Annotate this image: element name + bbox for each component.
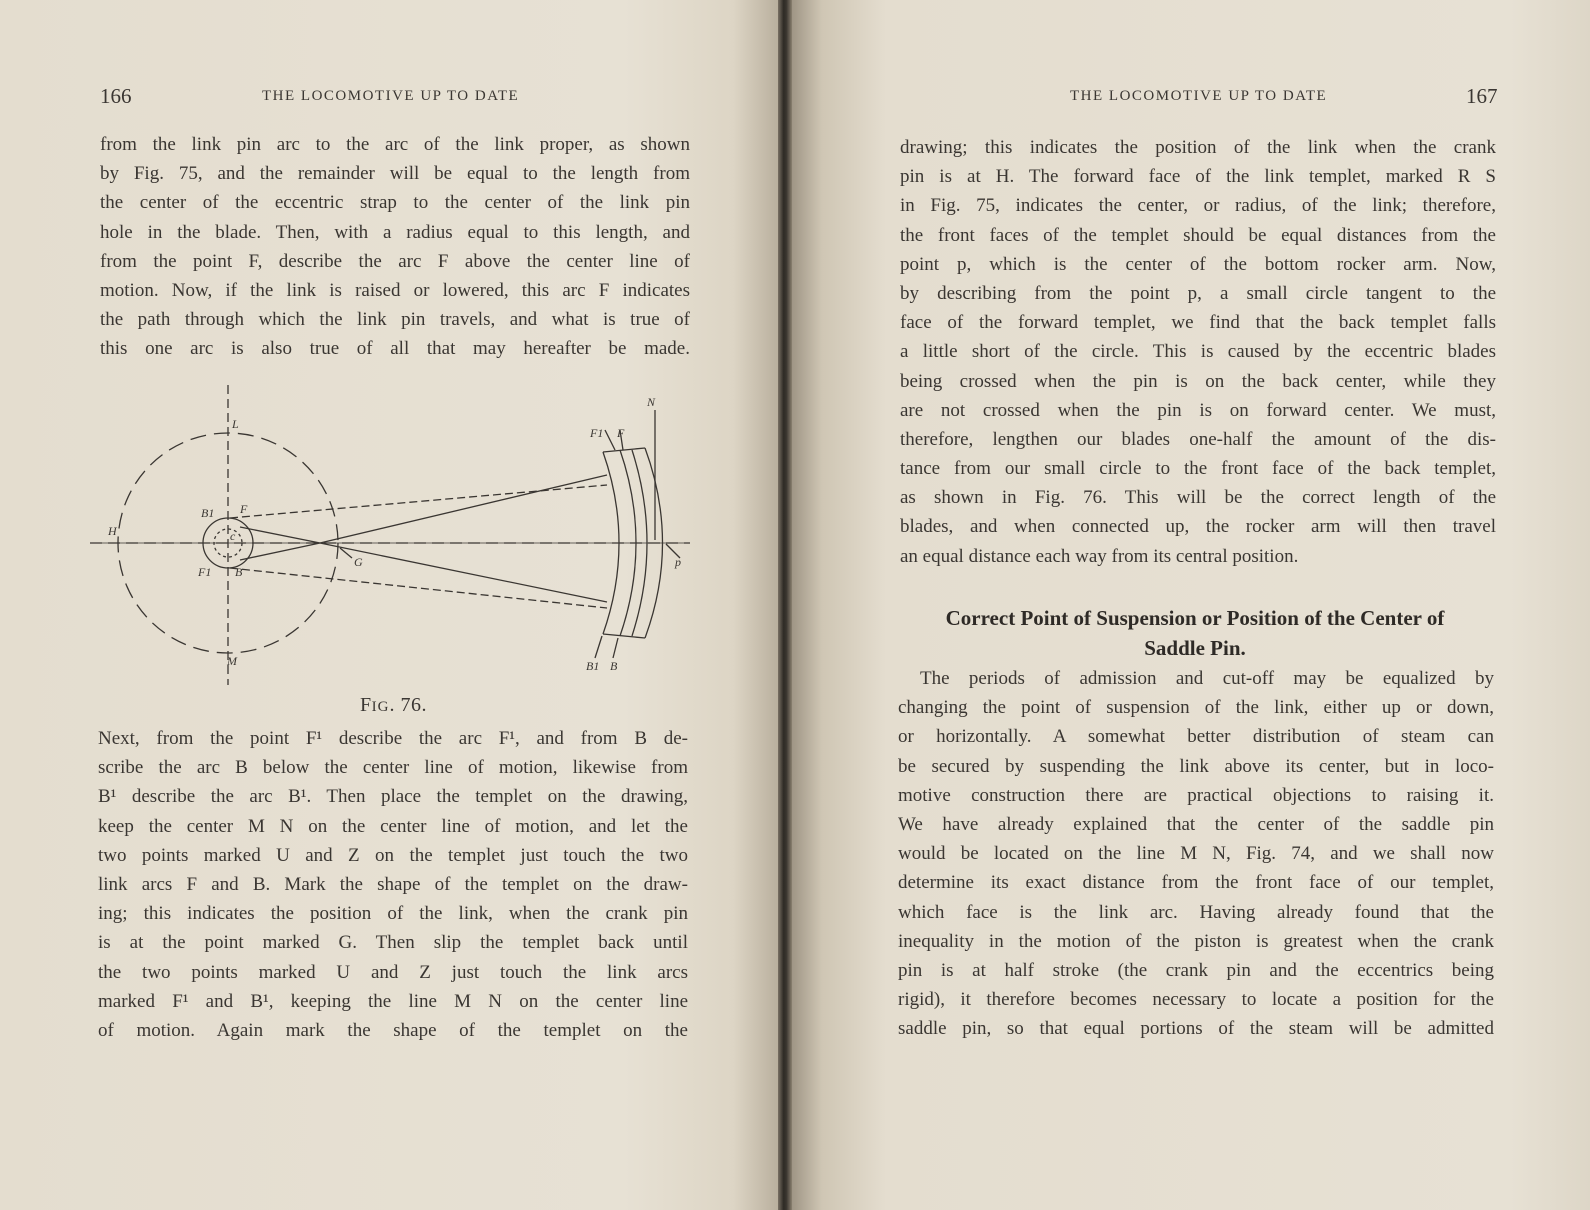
text-line: link arcs F and B. Mark the shape of the templet on the draw-: [98, 873, 688, 895]
text-line: pin is at half stroke (the crank pin and the eccentrics being: [898, 959, 1494, 981]
text-line: hole in the blade. Then, with a radius equal to this length, and: [100, 221, 690, 243]
fig-label-F1-right: F1: [590, 426, 604, 440]
fig-label-M: M: [227, 654, 237, 668]
text-line: rigid), it therefore becomes necessary to locate a position for the: [898, 989, 1494, 1011]
text-line: be secured by suspending the link above its center, but in loco-: [898, 755, 1494, 777]
text-line: therefore, lengthen our blades one-half the amount of the dis-: [900, 428, 1496, 450]
text-line: of motion. Again mark the shape of the templet on the: [98, 1019, 688, 1041]
figure-caption-prefix: F: [360, 694, 372, 716]
text-line: an equal distance each way from its central position.: [900, 545, 1299, 567]
text-line: or horizontally. A somewhat better distribution of steam can: [898, 726, 1494, 748]
text-line: from the point F, describe the arc F above the center line of: [100, 250, 690, 272]
book-gutter: [778, 0, 792, 1210]
left-paragraph-1: [100, 130, 690, 364]
text-line: point p, which is the center of the bottom rocker arm. Now,: [900, 253, 1496, 275]
text-line: two points marked U and Z on the templet just touch the two: [98, 844, 688, 866]
text-line: Next, from the point F¹ describe the arc F¹, and from B de-: [98, 728, 688, 749]
fig-label-N: N: [647, 395, 656, 409]
text-line: determine its exact distance from the front face of our templet,: [898, 872, 1494, 894]
text-line: changing the point of suspension of the link, either up or down,: [898, 697, 1494, 719]
text-line: We have already explained that the center of the saddle pin: [898, 813, 1494, 835]
fig-label-c: c: [230, 529, 236, 543]
text-line: drawing; this indicates the position of the link when the crank: [900, 137, 1496, 158]
section-heading: [895, 603, 1495, 663]
left-paragraph-2: [98, 724, 688, 1045]
right-page-number: 167: [1466, 84, 1498, 108]
text-line: the center of the eccentric strap to the center of the link pin: [100, 192, 690, 214]
left-page-number: 166: [100, 84, 132, 108]
text-line: being crossed when the pin is on the back center, while they: [900, 370, 1496, 392]
fig-label-L: L: [232, 417, 239, 431]
fig-label-B1: B1: [201, 506, 215, 520]
fig-label-G: G: [354, 555, 363, 569]
right-running-head: THE LOCOMOTIVE UP TO DATE: [1070, 88, 1328, 104]
fig-label-B1-right: B1: [586, 659, 600, 673]
section-heading-line-1: Correct Point of Suspension or Position of the Center of: [945, 606, 1445, 630]
text-line: by describing from the point p, a small circle tangent to the: [900, 282, 1496, 304]
text-line: in Fig. 75, indicates the center, or radius, of the link; therefore,: [900, 195, 1496, 217]
fig-label-H: H: [108, 524, 117, 538]
fig-label-F1: F1: [198, 565, 212, 579]
figure-caption: [360, 694, 427, 717]
figure-caption-number: . 76.: [389, 694, 427, 716]
text-line: pin is at H. The forward face of the link templet, marked R S: [900, 166, 1496, 188]
fig-label-B: B: [235, 565, 243, 579]
fig-label-F-right: F: [617, 426, 625, 440]
text-line: blades, and when connected up, the rocker arm will then travel: [900, 516, 1496, 538]
text-line: B¹ describe the arc B¹. Then place the templet on the drawing,: [98, 786, 688, 808]
text-line: ing; this indicates the position of the link, when the crank pin: [98, 903, 688, 925]
text-line: face of the forward templet, we find that the back templet falls: [900, 312, 1496, 334]
right-paragraph-2: [898, 664, 1494, 1043]
text-line: tance from our small circle to the front face of the back templet,: [900, 458, 1496, 480]
text-line: the path through which the link pin travels, and what is true of: [100, 309, 690, 331]
text-line: inequality in the motion of the piston is greatest when the crank: [898, 930, 1494, 952]
text-line: motion. Now, if the link is raised or lowered, this arc F indicates: [100, 279, 690, 301]
text-line: from the link pin arc to the arc of the link proper, as shown: [100, 134, 690, 155]
fig-label-F: F: [240, 502, 248, 516]
right-paragraph-1: [900, 133, 1496, 571]
fig-label-p: p: [675, 555, 681, 569]
text-line: would be located on the line M N, Fig. 74, and we shall now: [898, 843, 1494, 865]
text-line: are not crossed when the pin is on forward center. We must,: [900, 399, 1496, 421]
fig-label-B-right: B: [610, 659, 618, 673]
text-line: motive construction there are practical objections to raising it.: [898, 784, 1494, 806]
figure-caption-smallcaps: IG: [371, 699, 390, 715]
text-line: scribe the arc B below the center line of motion, likewise from: [98, 757, 688, 779]
section-heading-line-2: Saddle Pin.: [1144, 636, 1246, 660]
text-line: which face is the link arc. Having already found that the: [898, 901, 1494, 923]
text-line: keep the center M N on the center line of motion, and let the: [98, 815, 688, 837]
text-line: the two points marked U and Z just touch the link arcs: [98, 961, 688, 983]
text-line: by Fig. 75, and the remainder will be equal to the length from: [100, 163, 690, 185]
text-line: this one arc is also true of all that may hereafter be made.: [100, 338, 690, 360]
text-line: a little short of the circle. This is caused by the eccentric blades: [900, 341, 1496, 363]
text-line: is at the point marked G. Then slip the templet back until: [98, 932, 688, 954]
figure-76-diagram: [90, 380, 700, 690]
text-line: The periods of admission and cut-off may be equalized by: [920, 668, 1494, 689]
left-running-head: THE LOCOMOTIVE UP TO DATE: [262, 88, 520, 104]
text-line: the front faces of the templet should be equal distances from the: [900, 224, 1496, 246]
text-line: marked F¹ and B¹, keeping the line M N on the center line: [98, 990, 688, 1012]
text-line: saddle pin, so that equal portions of the steam will be admitted: [898, 1018, 1494, 1040]
text-line: as shown in Fig. 76. This will be the correct length of the: [900, 487, 1496, 509]
